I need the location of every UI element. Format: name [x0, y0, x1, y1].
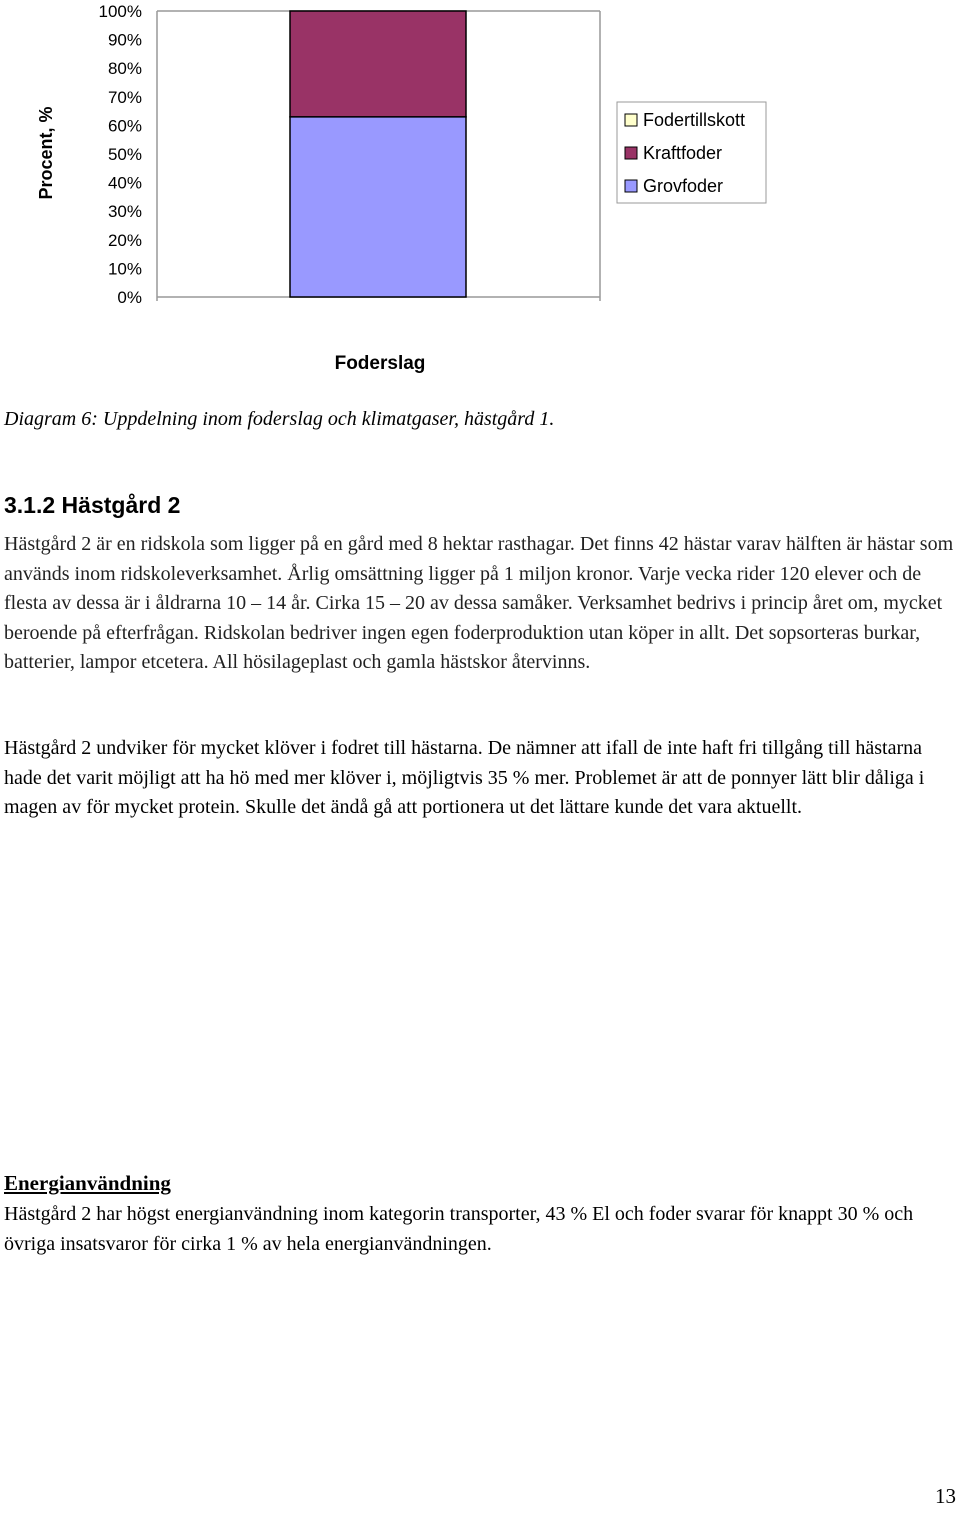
y-tick-label: 90%	[107, 30, 142, 50]
section-paragraph-1: Hästgård 2 är en ridskola som ligger på en gård med 8 hektar rasthagar. Det finns 42 hästar varav hälften är hästar som används inom ridskoleverksamhet. Årlig omsättning ligger på 1 miljon kronor. Varje vecka rider 120 elever och de flesta av dessa är i åldrarna 10 – 14 år. Cirka 15 – 20 av dessa samåker. Verksamhet bedrivs i princip året om, mycket beroende på efterfrågan. Ridskolan bedriver ingen egen foderproduktion utan köper in allt. Det sopsorteras burkar, batterier, lampor etcetera. All hösilageplast och gamla hästskor återvinns.	[4, 533, 954, 673]
energy-heading: Energianvändning	[4, 1171, 171, 1195]
bar-segment-kraftfoder	[290, 11, 466, 117]
legend-label: Kraftfoder	[643, 143, 723, 163]
section-paragraph-2: Hästgård 2 undviker för mycket klöver i fodret till hästarna. De nämner att ifall de inte haft fri tillgång till hästarna hade det varit möjligt att ha hö med mer klöver i, möjligtvis 35 % mer. Problemet är att de ponnyer lätt blir dåliga i magen av för mycket protein. Skulle det ändå gå att portionera ut det lättare kunde det vara aktuellt.	[4, 737, 925, 818]
y-tick-label: 20%	[107, 230, 142, 250]
legend	[617, 102, 766, 203]
y-tick-label: 60%	[107, 116, 142, 136]
legend-swatch	[625, 147, 637, 159]
legend-label: Grovfoder	[643, 176, 724, 196]
y-tick-label: 0%	[117, 288, 142, 307]
legend-swatch	[625, 180, 637, 192]
y-tick-label: 50%	[107, 145, 142, 164]
bar-segment-grovfoder	[290, 117, 466, 297]
section-heading: 3.1.2 Hästgård 2	[4, 492, 181, 518]
x-axis-label: Foderslag	[334, 353, 426, 374]
bar-segments	[290, 11, 466, 297]
y-tick-label: 30%	[107, 202, 142, 222]
y-tick-label: 10%	[107, 259, 142, 279]
y-axis-label: Procent, %	[36, 106, 56, 200]
figure-caption: Diagram 6: Uppdelning inom foderslag och klimatgaser, hästgård 1.	[4, 408, 555, 430]
y-tick-label: 80%	[107, 59, 142, 79]
y-tick-label: 40%	[107, 173, 142, 193]
y-axis-tick-labels	[99, 2, 142, 307]
legend-label: Fodertillskott	[643, 110, 746, 130]
y-tick-label: 70%	[107, 87, 142, 107]
y-tick-label: 100%	[98, 2, 142, 21]
stacked-bar-chart	[0, 0, 960, 390]
page-number: 13	[935, 1484, 956, 1508]
legend-swatch	[625, 114, 637, 126]
energy-paragraph: Hästgård 2 har högst energianvändning inom kategorin transporter, 43 % El och foder svarar för knappt 30 % och övriga insatsvaror för cirka 1 % av hela energianvändningen.	[4, 1203, 914, 1255]
